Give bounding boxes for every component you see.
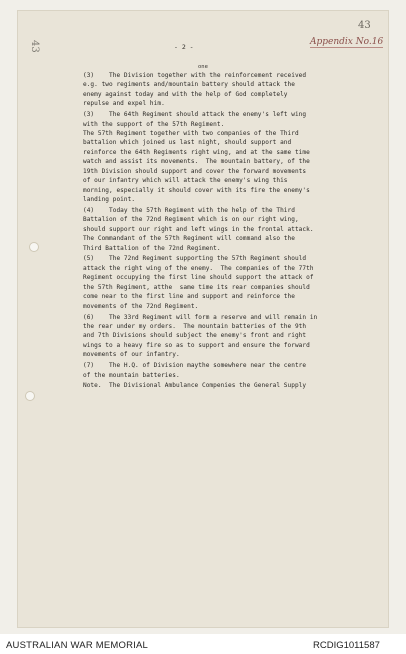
text-line: morning, especially it should cover with its fire the enemy's [83, 186, 310, 194]
handwritten-insertion: one [198, 64, 208, 70]
text-line: (6) The 33rd Regiment will form a reserve and will remain in [83, 313, 318, 321]
text-line: (7) The H.Q. of Division maythe somewhere near the centre [83, 362, 307, 370]
text-line: Battalion of the 72nd Regiment which is on our right wing, [83, 216, 299, 224]
punch-hole [26, 392, 34, 400]
text-line: battalion which joined us last night, should support and [83, 139, 292, 147]
text-line: enemy against today and with the help of God completely [83, 90, 288, 98]
text-line: movements of our infantry. [83, 351, 180, 359]
page-marker: - 2 - [174, 43, 194, 51]
text-line: of our infantry which will attack the enemy's wing this [83, 177, 288, 185]
text-line: The 57th Regiment together with two companies of the Third [83, 130, 299, 138]
footer-id: RCDIG1011587 [313, 640, 380, 651]
text-line: Third Battalion of the 72nd Regiment. [83, 244, 221, 252]
text-line: wings to a heavy fire so as to support and ensure the forward [83, 341, 310, 349]
text-line: movements of the 72nd Regiment. [83, 302, 199, 310]
text-line: (5) The 72nd Regiment supporting the 57th Regiment should [83, 255, 307, 263]
text-line: (3) The Division together with the reinforcement received [83, 72, 307, 79]
text-line: Note. The Divisional Ambulance Compenies the General Supply [83, 382, 307, 390]
margin-number-left: 43 [29, 40, 40, 53]
appendix-label: Appendix No.16 [310, 37, 384, 47]
text-line: the rear under my orders. The mountain batteries of the 9th [83, 322, 307, 330]
text-line: landing point. [83, 196, 136, 204]
text-line: The Commandant of the 57th Regiment will command also the [83, 235, 295, 243]
text-line: should support our right and left wings in the frontal attack. [83, 225, 314, 233]
text-line: reinforce the 64th Regiments right wing, and at the same time [83, 148, 310, 156]
text-line: the 57th Regiment, atthe same time its rear companies should [83, 283, 310, 291]
text-line: and 7th Divisions should subject the enemy's front and right [83, 332, 307, 340]
text-line: e.g. two regiments and/mountain battery should attack the [83, 81, 295, 89]
typed-body-text [83, 71, 379, 391]
text-line: with the support of the 57th Regiment. [83, 120, 225, 128]
footer-source: AUSTRALIAN WAR MEMORIAL [6, 640, 149, 651]
text-line: attack the right wing of the enemy. The companies of the 77th [83, 264, 314, 272]
text-line: 19th Division should support and cover the forward movements [83, 167, 307, 175]
text-line: (3) The 64th Regiment should attack the enemy's left wing [83, 111, 307, 119]
text-line: Regiment occupying the first line should support the attack of [83, 274, 314, 282]
text-line: come near to the first line and support and reinforce the [83, 293, 295, 301]
punch-hole [30, 243, 38, 251]
text-line: (4) Today the 57th Regiment with the help of the Third [83, 206, 295, 214]
text-line: repulse and expel him. [83, 100, 165, 108]
margin-number-right: 43 [358, 20, 371, 31]
text-line: of the mountain batteries. [83, 371, 180, 379]
text-line: watch and assist its movements. The mountain battery, of the [83, 158, 310, 166]
